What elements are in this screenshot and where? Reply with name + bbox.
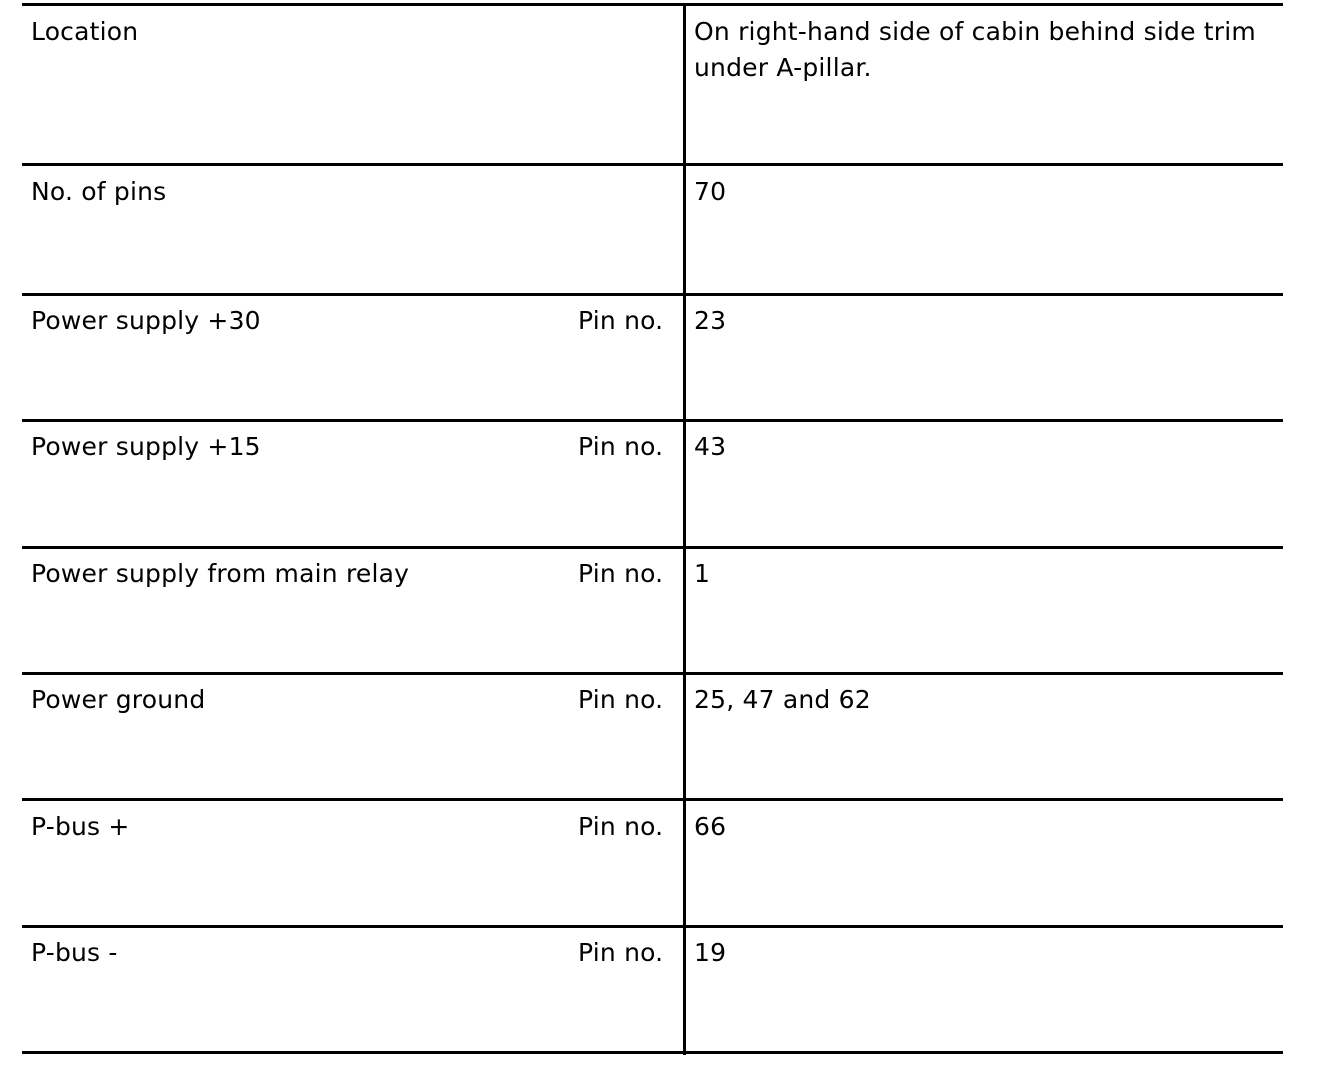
table-border-top bbox=[22, 3, 1283, 6]
row-value: On right-hand side of cabin behind side trim under A-pillar. bbox=[694, 17, 1256, 82]
row-label: Location bbox=[31, 17, 139, 46]
pin-no-label: Pin no. bbox=[578, 432, 664, 461]
row-label: Power supply +30 bbox=[31, 306, 261, 335]
row-value: 66 bbox=[694, 812, 727, 841]
row-divider bbox=[22, 925, 1283, 928]
row-divider bbox=[22, 293, 1283, 296]
row-value: 1 bbox=[694, 559, 711, 588]
row-divider bbox=[22, 163, 1283, 166]
row-label: P-bus - bbox=[31, 938, 118, 967]
row-divider bbox=[22, 798, 1283, 801]
row-value: 70 bbox=[694, 177, 727, 206]
row-divider bbox=[22, 419, 1283, 422]
pin-no-label: Pin no. bbox=[578, 685, 664, 714]
pin-no-label: Pin no. bbox=[578, 306, 664, 335]
row-label: Power supply from main relay bbox=[31, 559, 410, 588]
row-label: P-bus + bbox=[31, 812, 130, 841]
row-label: Power ground bbox=[31, 685, 206, 714]
table-border-bottom bbox=[22, 1051, 1283, 1054]
pin-no-label: Pin no. bbox=[578, 559, 664, 588]
row-value: 23 bbox=[694, 306, 727, 335]
row-value: 25, 47 and 62 bbox=[694, 685, 871, 714]
row-divider bbox=[22, 546, 1283, 549]
row-divider bbox=[22, 672, 1283, 675]
row-label: No. of pins bbox=[31, 177, 167, 206]
pin-no-label: Pin no. bbox=[578, 938, 664, 967]
row-label: Power supply +15 bbox=[31, 432, 261, 461]
column-divider bbox=[683, 3, 686, 1055]
row-value: 19 bbox=[694, 938, 727, 967]
pin-spec-table bbox=[22, 3, 1283, 1055]
pin-no-label: Pin no. bbox=[578, 812, 664, 841]
row-value: 43 bbox=[694, 432, 727, 461]
